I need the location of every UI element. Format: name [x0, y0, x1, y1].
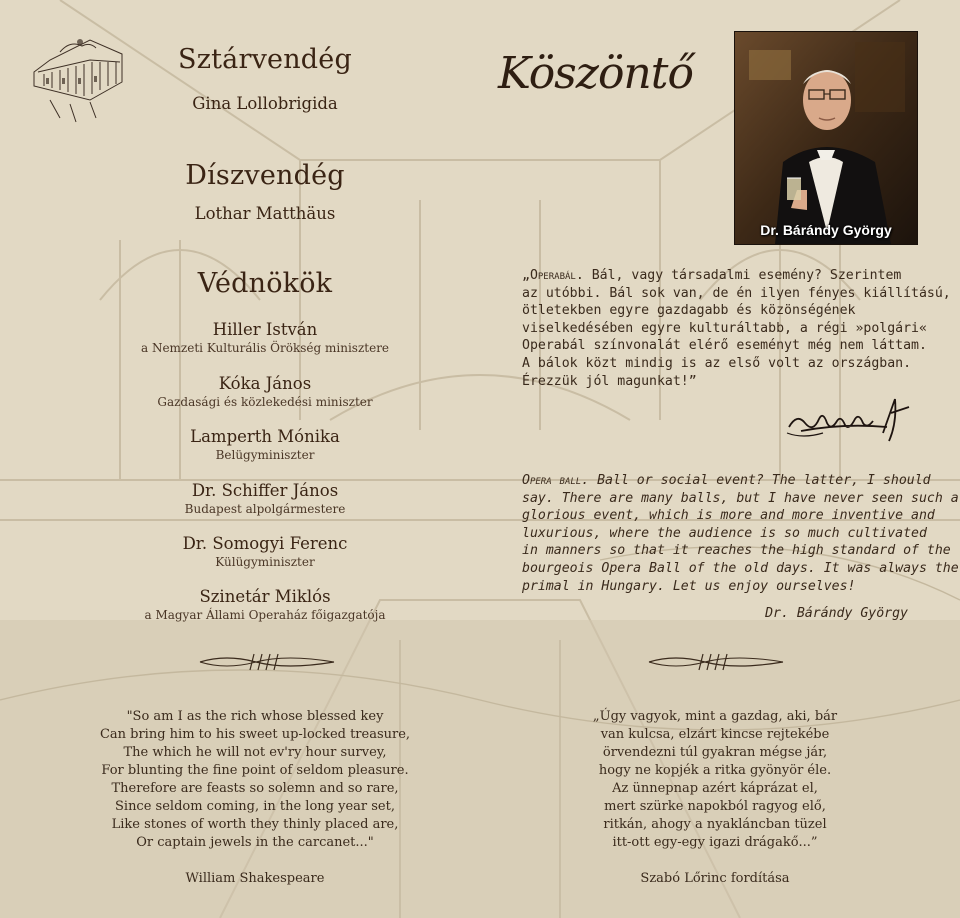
handwritten-signature: [783, 393, 917, 445]
greeting-line: Érezzük jól magunkat!”: [522, 373, 697, 389]
poem-hungarian: [560, 708, 870, 852]
patron-role: Budapest alpolgármestere: [184, 502, 346, 516]
poem-line: hogy ne kopjék a ritka gyönyör éle.: [598, 763, 832, 778]
page-title: Köszöntő: [498, 48, 693, 99]
greeting-en-line: primal in Hungary. Let us enjoy ourselves!: [522, 578, 856, 594]
poem-line: mert szürke napokból ragyog elő,: [604, 799, 826, 814]
star-guest-name: Gina Lollobrigida: [192, 94, 338, 113]
poem-english: [90, 708, 420, 852]
greeting-line: . Bál, vagy társadalmi esemény? Szerintem: [575, 268, 902, 283]
poem-english-author: William Shakespeare: [185, 871, 325, 886]
poem-line: van kulcsa, elzárt kincse rejtekébe: [600, 727, 830, 742]
poem-line: „Úgy vagyok, mint a gazdag, aki, bár: [592, 709, 838, 724]
patron-name: Kóka János: [218, 374, 312, 393]
poem-line: Since seldom coming, in the long year set,: [115, 799, 395, 814]
portrait-caption: Dr. Bárándy György: [760, 222, 892, 238]
greeting-en-lead-word: Opera ball: [522, 473, 582, 488]
poem-line: örvendezni túl gyakran mégse jár,: [602, 745, 828, 760]
greeting-signoff: Dr. Bárándy György: [765, 606, 908, 621]
greeting-line: az utóbbi. Bál sok van, de én ilyen fényes kiállítású,: [522, 285, 951, 301]
star-guest-heading: Sztárvendég: [178, 44, 352, 75]
greeting-line: A bálok közt mindig is az első volt az országban.: [522, 355, 912, 371]
poem-line: For blunting the fine point of seldom pleasure.: [101, 763, 409, 778]
opera-house-sketch: [30, 22, 128, 128]
patron-name: Dr. Schiffer János: [191, 481, 339, 500]
patron-name: Szinetár Miklós: [199, 587, 331, 606]
greeting-en-line: bourgeois Opera Ball of the old days. It was always the: [522, 560, 959, 576]
greeting-english: [522, 472, 959, 595]
greeting-hungarian: [522, 267, 951, 390]
patron-role: Gazdasági és közlekedési miniszter: [157, 395, 373, 409]
portrait-photo: [735, 32, 917, 244]
patron-role: a Nemzeti Kulturális Örökség minisztere: [140, 341, 390, 355]
poem-hungarian-author: Szabó Lőrinc fordítása: [640, 871, 790, 886]
poem-line: ritkán, ahogy a nyakláncban tüzel: [603, 817, 827, 832]
greeting-en-line: . Ball or social event? The latter, I should: [581, 473, 931, 488]
guest-of-honour-heading: Díszvendég: [185, 160, 345, 191]
patrons-heading: Védnökök: [197, 268, 333, 299]
patron-role: a Magyar Állami Operaház főigazgatója: [144, 608, 386, 622]
greeting-lead-word: Operabál: [529, 268, 576, 283]
poem-line: Like stones of worth they thinly placed are,: [111, 817, 399, 832]
poem-line: Therefore are feasts so solemn and so rare,: [111, 781, 399, 796]
ornament-divider-left: [196, 652, 338, 672]
greeting-line: Operabál színvonalát elérő eseményt még nem láttam.: [522, 338, 927, 354]
patron-role: Külügyminiszter: [215, 555, 315, 569]
patron-name: Hiller István: [212, 320, 318, 339]
ornament-divider-right: [645, 652, 787, 672]
patron-role: Belügyminiszter: [215, 448, 315, 462]
greeting-line: ötletekben egyre gazdagabb és közönségének: [522, 303, 856, 319]
poem-line: Az ünnepnap azért káprázat el,: [612, 781, 818, 796]
greeting-en-line: luxurious, where the audience is so much cultivated: [522, 525, 927, 541]
greeting-en-line: in manners so that it reaches the high standard of the: [522, 543, 951, 559]
poem-line: The which he will not ev'ry hour survey,: [123, 745, 387, 760]
patron-name: Dr. Somogyi Ferenc: [182, 534, 348, 553]
guest-of-honour-name: Lothar Matthäus: [194, 204, 336, 223]
greeting-line: viselkedésében egyre kulturáltabb, a régi »polgári«: [522, 320, 927, 336]
greeting-lead-quote: „: [522, 268, 530, 283]
poem-line: Or captain jewels in the carcanet...": [136, 835, 374, 850]
poem-line: "So am I as the rich whose blessed key: [126, 709, 384, 724]
poem-line: Can bring him to his sweet up-locked treasure,: [99, 727, 411, 742]
greeting-en-line: glorious event, which is more and more inventive and: [522, 508, 935, 524]
poem-line: itt-ott egy-egy igazi drágakő...”: [612, 835, 818, 850]
patron-name: Lamperth Mónika: [190, 427, 340, 446]
greeting-en-line: say. There are many balls, but I have never seen such a: [522, 490, 959, 506]
